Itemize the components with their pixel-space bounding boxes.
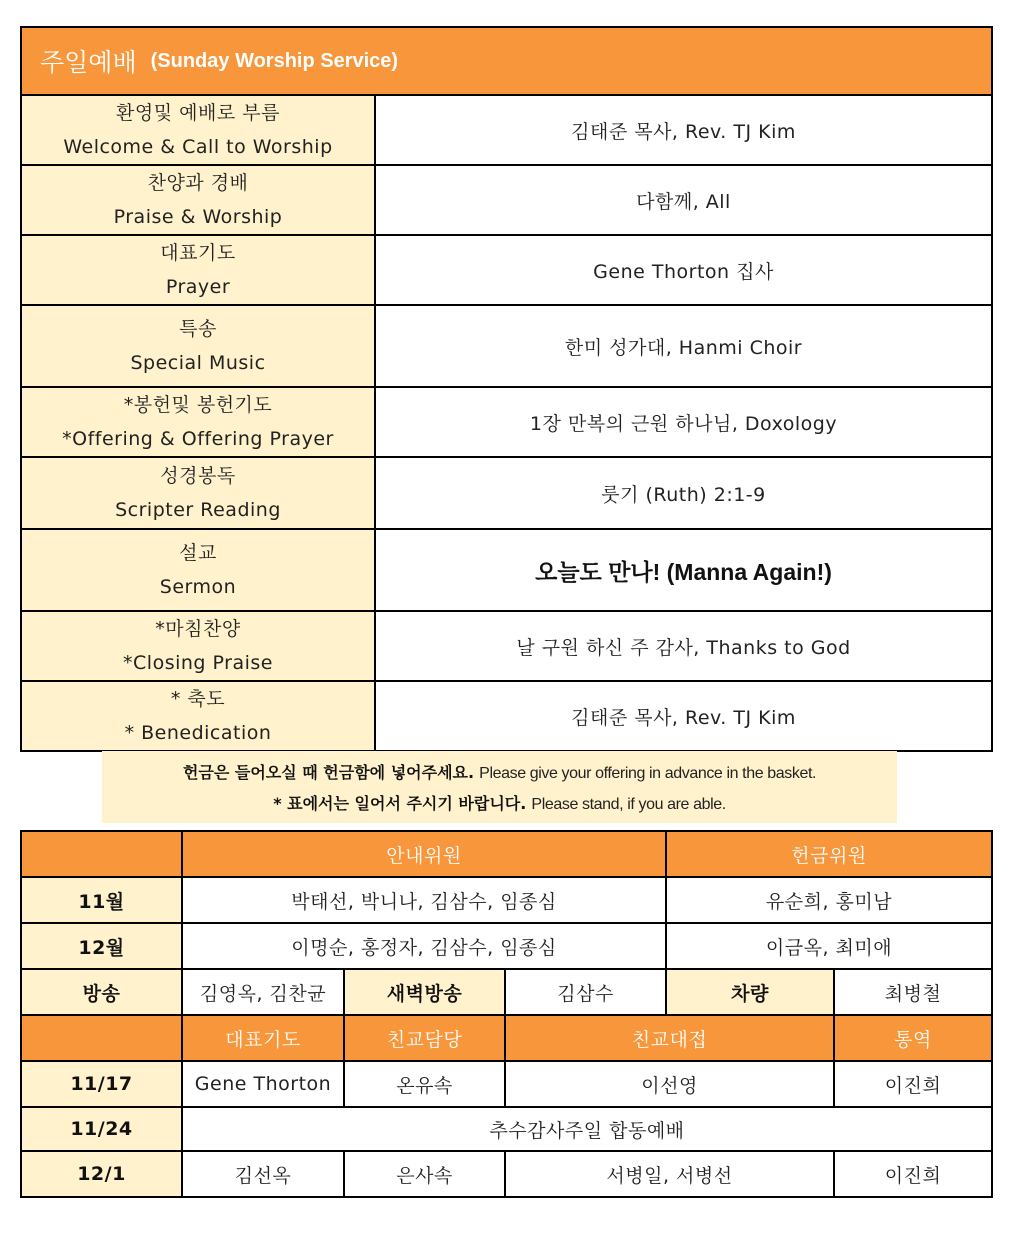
duty-header-row	[21, 831, 992, 877]
offering-names: 유순희, 홍미남	[666, 877, 992, 923]
date-label: 11/24	[21, 1107, 182, 1151]
label-en: *Closing Praise	[123, 652, 273, 674]
dawn-broadcast-label: 새벽방송	[344, 969, 505, 1015]
fellowship-serve-header: 친교대접	[505, 1015, 834, 1061]
broadcast-names: 김영옥, 김찬균	[182, 969, 344, 1015]
service-row-value: 김태준 목사, Rev. TJ Kim	[375, 95, 992, 165]
ushers-names: 박태선, 박니나, 김삼수, 임종심	[182, 877, 666, 923]
notice-line-stand	[102, 788, 897, 819]
service-row	[21, 529, 992, 611]
fellowship-serve-name: 서병일, 서병선	[505, 1151, 834, 1197]
fellowship-lead-header: 친교담당	[344, 1015, 505, 1061]
date-row	[21, 1151, 992, 1197]
service-header	[21, 27, 992, 95]
date-row	[21, 1107, 992, 1151]
month-label: 11월	[21, 877, 182, 923]
service-row	[21, 387, 992, 457]
label-ko: 환영및 예배로 부름	[116, 102, 280, 124]
label-en: Prayer	[165, 276, 231, 298]
label-ko: 설교	[179, 542, 217, 564]
service-row-value: 룻기 (Ruth) 2:1-9	[375, 457, 992, 529]
interpret-header: 통역	[834, 1015, 992, 1061]
fellowship-lead-name: 은사속	[344, 1151, 505, 1197]
label-ko: 찬양과 경배	[147, 172, 249, 194]
service-row-label	[21, 529, 375, 611]
prayer-name: Gene Thorton	[182, 1061, 344, 1107]
label-en: Special Music	[130, 352, 266, 374]
service-row-value: 다함께, All	[375, 165, 992, 235]
label-ko: *봉헌및 봉헌기도	[123, 394, 273, 416]
duty-header-row-2	[21, 1015, 992, 1061]
label-en: Scripter Reading	[115, 499, 281, 521]
empty-header-cell	[21, 831, 182, 877]
ushers-names: 이명순, 홍정자, 김삼수, 임종심	[182, 923, 666, 969]
notice-line-offering	[102, 757, 897, 788]
service-row-value: 날 구원 하신 주 감사, Thanks to God	[375, 611, 992, 681]
interpret-name: 이진희	[834, 1061, 992, 1107]
label-ko: 대표기도	[160, 242, 236, 264]
date-label: 12/1	[21, 1151, 182, 1197]
service-row-label	[21, 95, 375, 165]
service-row-value: Gene Thorton 집사	[375, 235, 992, 305]
vehicle-label: 차량	[666, 969, 834, 1015]
service-row-label	[21, 305, 375, 387]
notice-offering-en: Please give your offering in advance in the basket.	[479, 765, 817, 782]
service-row-value: 김태준 목사, Rev. TJ Kim	[375, 681, 992, 751]
label-en: *Offering & Offering Prayer	[62, 428, 334, 450]
service-row-label	[21, 235, 375, 305]
service-row	[21, 95, 992, 165]
notice-stand-en: Please stand, if you are able.	[531, 796, 726, 813]
label-en: Praise & Worship	[113, 206, 283, 228]
service-title-en: (Sunday Worship Service)	[150, 49, 399, 72]
label-ko: * 축도	[170, 688, 226, 710]
offering-notice	[102, 751, 897, 823]
month-row	[21, 923, 992, 969]
offering-names: 이금옥, 최미애	[666, 923, 992, 969]
service-row-label	[21, 457, 375, 529]
ushers-header: 안내위원	[182, 831, 666, 877]
duty-roster-table	[20, 830, 993, 1198]
service-row-label	[21, 387, 375, 457]
joint-service-note: 추수감사주일 합동예배	[182, 1107, 992, 1151]
interpret-name: 이진희	[834, 1151, 992, 1197]
date-label: 11/17	[21, 1061, 182, 1107]
fellowship-lead-name: 온유속	[344, 1061, 505, 1107]
label-en: Sermon	[159, 576, 237, 598]
service-row	[21, 457, 992, 529]
service-row-value: 한미 성가대, Hanmi Choir	[375, 305, 992, 387]
service-title-ko: 주일예배	[40, 48, 137, 77]
empty-header-cell	[21, 1015, 182, 1061]
dawn-broadcast-name: 김삼수	[505, 969, 666, 1015]
service-row	[21, 681, 992, 751]
label-ko: 성경봉독	[160, 465, 236, 487]
service-row	[21, 235, 992, 305]
fellowship-serve-name: 이선영	[505, 1061, 834, 1107]
prayer-header: 대표기도	[182, 1015, 344, 1061]
label-ko: *마침찬양	[155, 618, 241, 640]
vehicle-name: 최병철	[834, 969, 992, 1015]
date-row	[21, 1061, 992, 1107]
label-en: * Benedication	[124, 722, 272, 744]
service-row	[21, 165, 992, 235]
month-label: 12월	[21, 923, 182, 969]
broadcast-label: 방송	[21, 969, 182, 1015]
service-row-label	[21, 165, 375, 235]
prayer-name: 김선옥	[182, 1151, 344, 1197]
notice-offering-ko: 헌금은 들어오실 때 헌금함에 넣어주세요.	[182, 763, 475, 782]
service-row-label	[21, 611, 375, 681]
broadcast-row	[21, 969, 992, 1015]
notice-stand-ko: * 표에서는 일어서 주시기 바랍니다.	[273, 794, 527, 813]
label-ko: 특송	[179, 318, 217, 340]
service-row-value: 1장 만복의 근원 하나님, Doxology	[375, 387, 992, 457]
month-row	[21, 877, 992, 923]
service-row	[21, 611, 992, 681]
offering-committee-header: 헌금위원	[666, 831, 992, 877]
service-row-label	[21, 681, 375, 751]
sermon-title: 오늘도 만나! (Manna Again!)	[375, 529, 992, 611]
order-of-service-table	[20, 26, 993, 752]
label-en: Welcome & Call to Worship	[63, 136, 333, 158]
service-row	[21, 305, 992, 387]
